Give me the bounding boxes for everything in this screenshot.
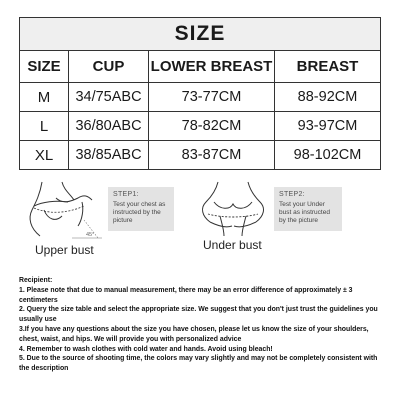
header-lower-breast: LOWER BREAST [149,51,275,83]
breast-cell: 98-102CM [275,141,381,170]
note-item: 3.If you have any questions about the size you have chosen, please let us know the size of your shoulders, chest, waist, and hips. We will provide you with personalized advice [19,325,369,343]
step2-label: STEP2: [279,191,305,198]
lower-breast-cell: 83-87CM [149,141,275,170]
upper-bust-illustration [22,180,104,242]
cup-cell: 38/85ABC [69,141,149,170]
header-breast: BREAST [275,51,381,83]
size-cell: XL [20,141,69,170]
table-row [20,112,381,141]
size-table [19,17,381,170]
step1-note [108,187,174,231]
table-row [20,83,381,112]
notes-heading: Recipient: [19,277,53,284]
breast-cell: 93-97CM [275,112,381,141]
upper-bust-caption: Upper bust [35,243,94,257]
lower-breast-cell: 78-82CM [149,112,275,141]
note-item: 1. Please note that due to manual measurement, there may be an error difference of approximately ± 3 centimeters [19,286,353,304]
note-item: 2. Query the size table and select the appropriate size. We suggest that you don't just trust the guidelines you usually use [19,306,378,324]
breast-cell: 88-92CM [275,83,381,112]
size-cell: M [20,83,69,112]
step2-note [274,187,342,231]
note-item: 5. Due to the source of shooting time, the colors may vary slightly and may not be completely consistent with the description [19,355,378,373]
size-cell: L [20,112,69,141]
lower-breast-cell: 73-77CM [149,83,275,112]
header-cup: CUP [69,51,149,83]
cup-cell: 36/80ABC [69,112,149,141]
step1-label: STEP1: [113,191,139,198]
under-bust-caption: Under bust [203,238,262,252]
header-size: SIZE [20,51,69,83]
note-item: 4. Remember to wash clothes with cold water and hands. Avoid using bleach! [19,345,273,353]
table-row [20,141,381,170]
angle-label: 45° [86,232,95,238]
step2-text: Test your Under bust as instructed by the picture [279,201,330,225]
size-table-header-row [20,51,381,83]
cup-cell: 34/75ABC [69,83,149,112]
size-table-title: SIZE [20,18,381,51]
step1-text: Test your chest as instructed by the picture [113,201,166,225]
recipient-notes [19,276,385,374]
under-bust-illustration [196,180,270,238]
